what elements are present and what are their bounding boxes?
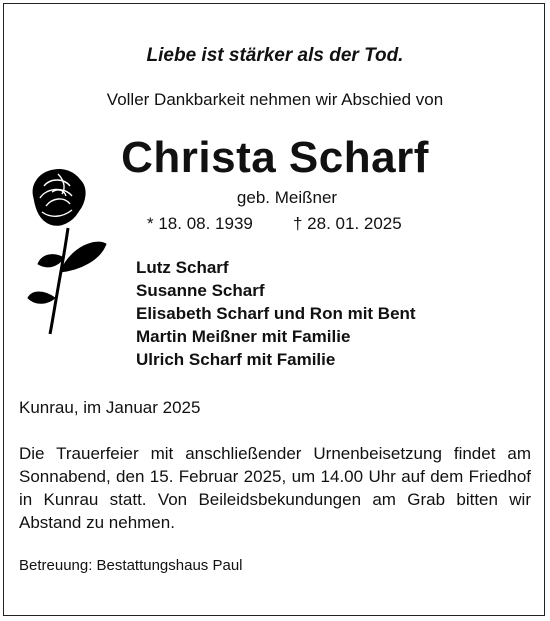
intro-text: Voller Dankbarkeit nehmen wir Abschied von [106, 90, 444, 109]
mourner-item: Elisabeth Scharf und Ron mit Bent [136, 304, 416, 323]
mourner-item: Lutz Scharf [136, 258, 229, 277]
deceased-name: Christa Scharf [121, 133, 429, 182]
undertaker-note: Betreuung: Bestattungshaus Paul [19, 557, 243, 574]
place-date: Kunrau, im Januar 2025 [19, 398, 201, 417]
funeral-notice: Die Trauerfeier mit anschließender Urnenbeisetzung findet am Sonnabend, den 15. Februar 2025, um 14.00 Uhr auf dem Friedhof in Kunrau statt. Von Beileidsbekundungen am Grab bitten wir Abstand zu nehmen. [19, 444, 531, 532]
mourner-item: Ulrich Scharf mit Familie [136, 350, 336, 369]
rose-icon [24, 166, 114, 336]
maiden-name: geb. Meißner [236, 188, 338, 207]
death-date: † 28. 01. 2025 [293, 214, 402, 233]
mourner-item: Susanne Scharf [136, 281, 265, 300]
motto: Liebe ist stärker als der Tod. [146, 45, 404, 66]
birth-date: * 18. 08. 1939 [147, 214, 253, 233]
mourner-item: Martin Meißner mit Familie [136, 327, 351, 346]
